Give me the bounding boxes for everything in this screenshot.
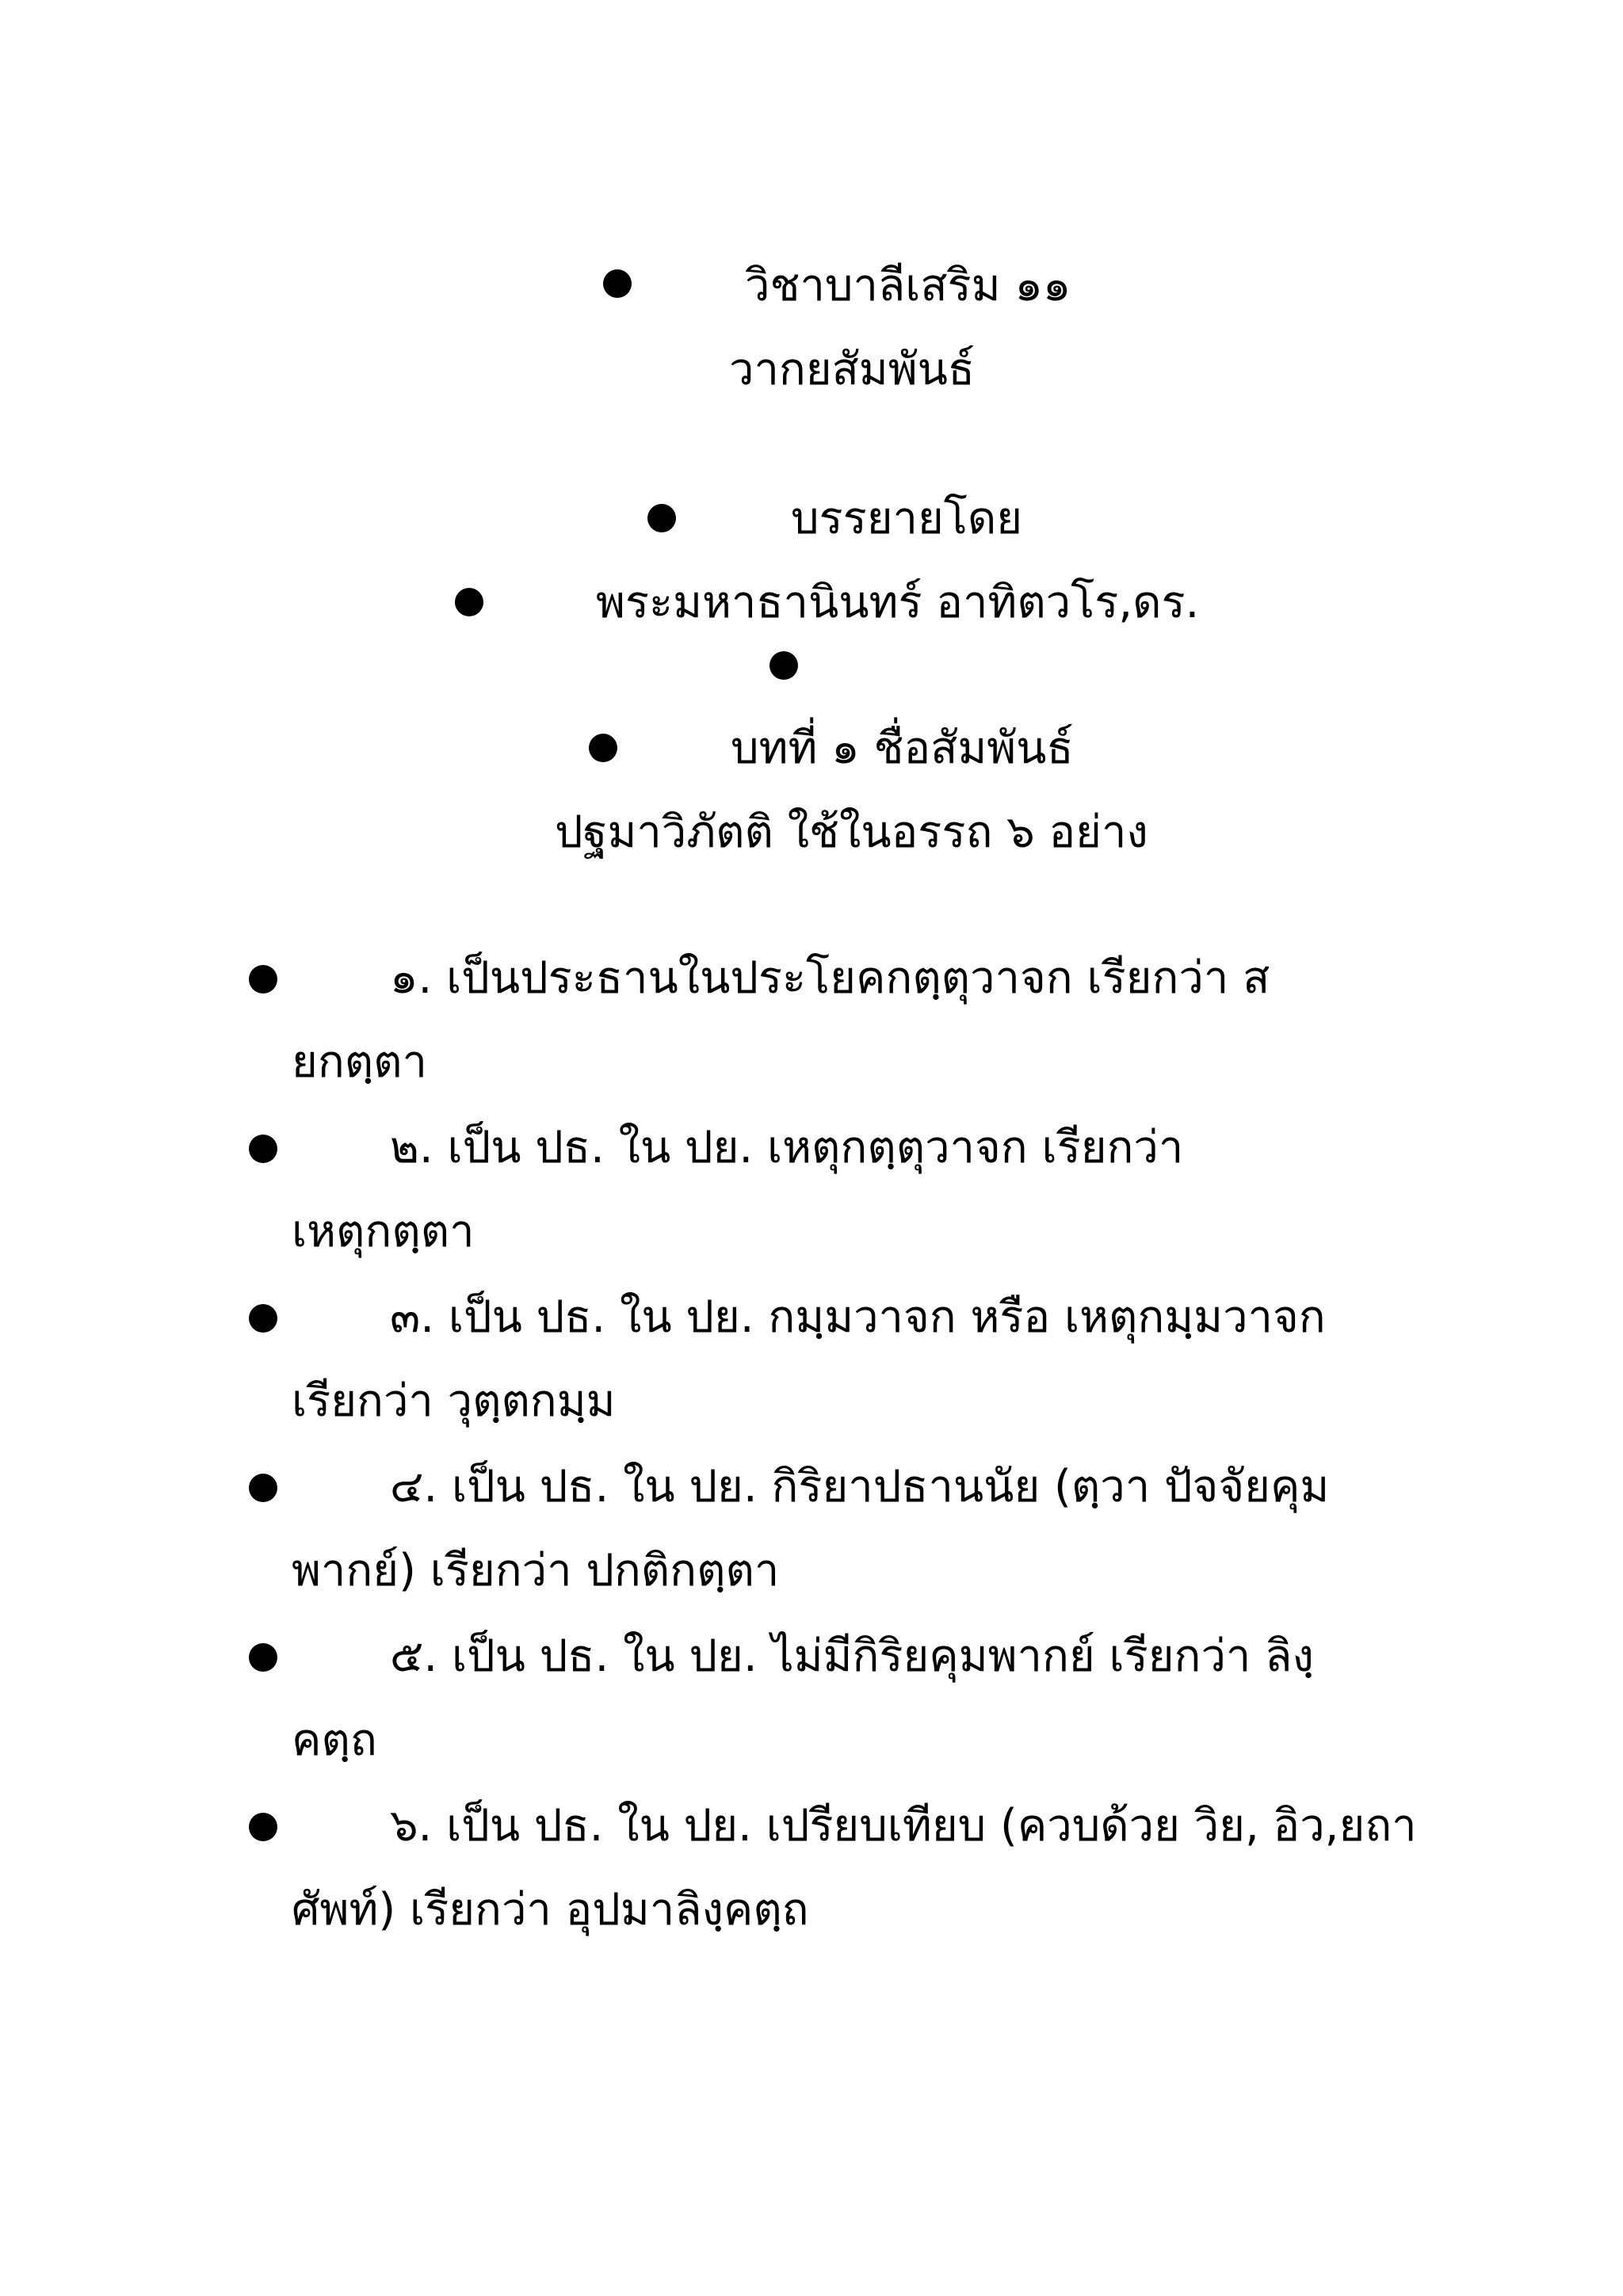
lecture-by-label: บรรยายโดย (791, 493, 1023, 544)
bullet-dot (249, 1304, 277, 1333)
bullet-dot (249, 1474, 277, 1502)
course-title: วิชาบาลีเสริม ๑๑ (745, 260, 1071, 311)
subject-title: วากยสัมพันธ์ (729, 344, 976, 395)
bullet-dot (249, 965, 277, 994)
chapter-title: บทที่ ๑ ชื่อสัมพันธ์ (731, 723, 1074, 774)
list-item-continuation: คตฺถ (292, 1714, 377, 1766)
list-item-line: ๕. เป็น ปธ. ใน ปย. ไม่มีกิริยคุมพากย์ เรียกว่า ลิงฺ (390, 1630, 1314, 1682)
bullet-dot (455, 588, 483, 616)
bullet-dot (647, 504, 676, 532)
bullet-dot (589, 734, 617, 762)
bullet-dot (603, 269, 632, 298)
list-item-continuation: ยกตฺตา (292, 1036, 427, 1088)
list-item-continuation: ศัพท์) เรียกว่า อุปมาลิงฺคตฺถ (292, 1884, 809, 1936)
bullet-dot (769, 651, 798, 680)
list-item-line: ๑. เป็นประธานในประโยคกตฺตุวาจก เรียกว่า ส (390, 952, 1270, 1004)
list-item-line: ๔. เป็น ปธ. ใน ปย. กิริยาปธานนัย (ตฺวา ปัจจัยคุม (390, 1461, 1330, 1512)
list-item-continuation: เหตุกตฺตา (292, 1206, 475, 1257)
list-item-continuation: พากย์) เรียกว่า ปกติกตฺตา (292, 1545, 780, 1596)
list-item-continuation: เรียกว่า วุตฺตกมฺม (292, 1375, 616, 1427)
chapter-subtitle: ปฐมาวิภัตติ ใช้ในอรรถ ๖ อย่าง (555, 807, 1148, 858)
list-item-line: ๓. เป็น ปธ. ใน ปย. กมฺมวาจก หรือ เหตุกมฺมวาจก (390, 1291, 1326, 1343)
bullet-dot (249, 1135, 277, 1163)
lecturer-name: พระมหาธานินทร์ อาทิตวโร,ดร. (596, 577, 1200, 628)
list-item-line: ๖. เป็น ปธ. ใน ปย. เปรียบเทียบ (ควบด้วย วิย, อิว,ยถา (390, 1800, 1417, 1852)
bullet-dot (249, 1643, 277, 1672)
list-item-line: ๒. เป็น ปธ. ใน ปย. เหตุกตฺตุวาจก เรียกว่า (390, 1122, 1184, 1173)
bullet-dot (249, 1813, 277, 1841)
